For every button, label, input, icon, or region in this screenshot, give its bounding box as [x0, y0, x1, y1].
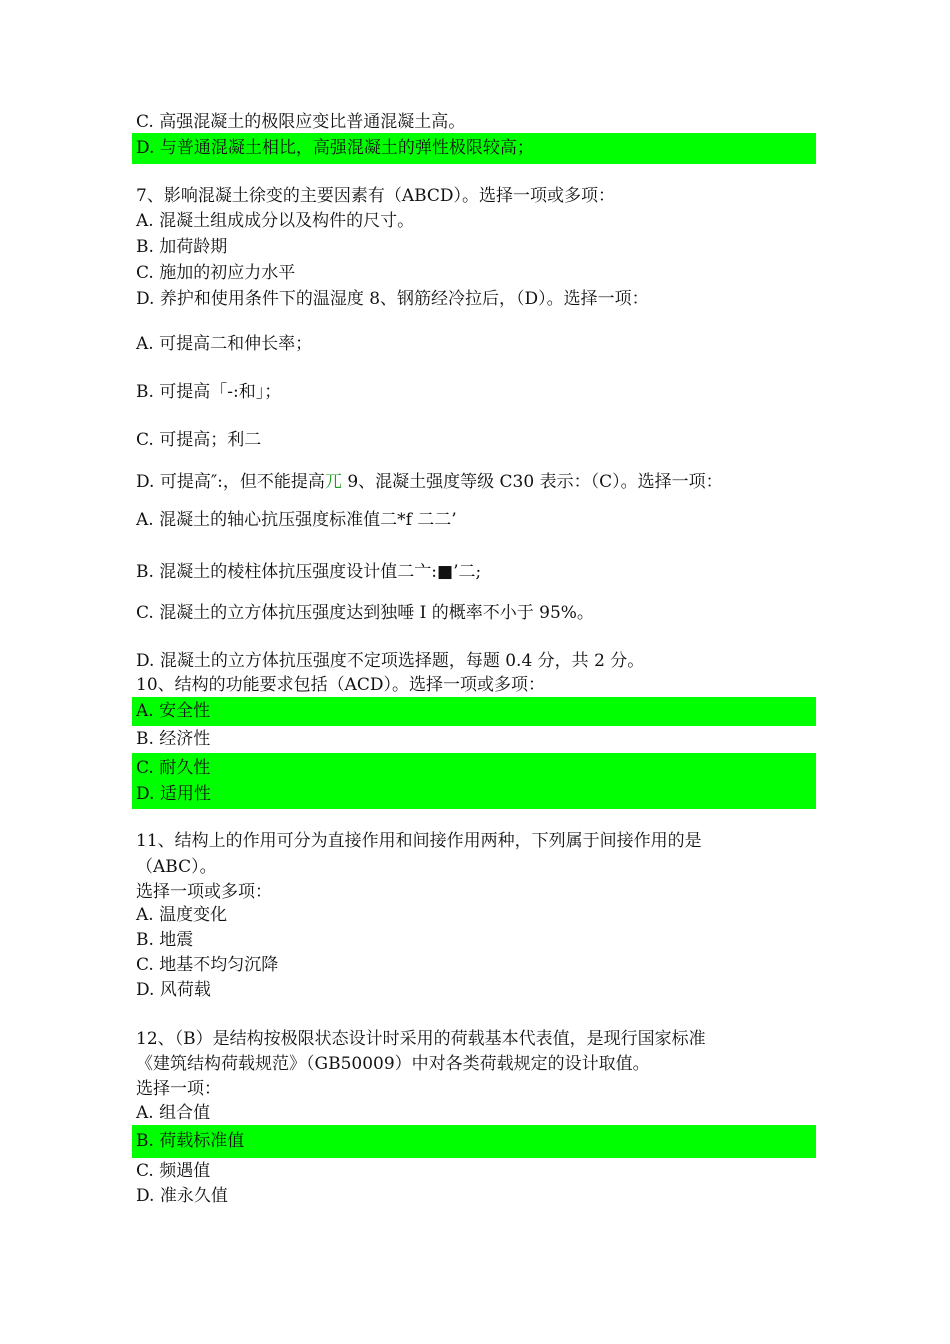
option-d-correct: D. 与普通混凝土相比，高强混凝土的弹性极限较高；: [136, 138, 534, 158]
option-d-question-9: [136, 470, 723, 494]
question-11: 11、结构上的作用可分为直接作用和间接作用两种，下列属于间接作用的是: [136, 831, 702, 851]
option-c: C. 混凝土的立方体抗压强度达到独唾 I 的概率不小于 95%。: [136, 603, 594, 623]
option-a-correct: A. 安全性: [136, 701, 211, 721]
option-a: A. 混凝土组成成分以及构件的尺寸。: [136, 211, 415, 231]
option-b: B. 经济性: [136, 729, 211, 749]
option-d-question-8: D. 养护和使用条件下的温湿度 8、钢筋经冷拉后，（D）。选择一项：: [136, 289, 649, 309]
option-a: A. 可提高二和伸长率；: [136, 334, 313, 354]
question-11-answer: （ABC）。: [136, 857, 217, 877]
question-12-continued: 《建筑结构荷载规范》（GB50009）中对各类荷载规定的设计取值。: [136, 1054, 650, 1074]
option-b-correct: B. 荷载标准值: [136, 1131, 245, 1151]
green-character: 兀: [324, 472, 342, 492]
question-7: 7、影响混凝土徐变的主要因素有（ABCD）。选择一项或多项：: [136, 186, 616, 206]
option-b: B. 可提高「-:和」；: [136, 382, 282, 402]
option-b: B. 地震: [136, 930, 194, 950]
question-10: 10、结构的功能要求包括（ACD）。选择一项或多项：: [136, 675, 546, 695]
question-12: 12、（B）是结构按极限状态设计时采用的荷载基本代表值，是现行国家标准: [136, 1029, 706, 1049]
question-9-text: 9、混凝土强度等级 C30 表示：（C）。选择一项：: [341, 472, 723, 492]
answer-highlight: [132, 697, 816, 726]
option-b: B. 加荷龄期: [136, 237, 228, 257]
option-a: A. 温度变化: [136, 905, 228, 925]
option-c: C. 地基不均匀沉降: [136, 955, 279, 975]
question-11-instruction: 选择一项或多项：: [136, 882, 272, 902]
option-d: D. 风荷载: [136, 980, 211, 1000]
option-d: D. 混凝土的立方体抗压强度不定项选择题，每题 0.4 分，共 2 分。: [136, 651, 645, 671]
option-d-correct: D. 适用性: [136, 784, 211, 804]
option-d-text: D. 可提高″:，但不能提高: [136, 472, 325, 492]
option-a: A. 组合值: [136, 1103, 211, 1123]
option-c: C. 施加的初应力水平: [136, 263, 296, 283]
answer-highlight: [132, 753, 816, 809]
option-b: B. 混凝土的棱柱体抗压强度设计值二亠:■’二;: [136, 562, 482, 582]
option-a: A. 混凝土的轴心抗压强度标准值二*f 二二’: [136, 510, 457, 530]
question-12-instruction: 选择一项：: [136, 1079, 221, 1099]
option-c: C. 可提高；利二: [136, 430, 262, 450]
option-c: C. 频遇值: [136, 1161, 211, 1181]
option-c-correct: C. 耐久性: [136, 758, 211, 778]
option-d: D. 准永久值: [136, 1186, 228, 1206]
option-c: C. 高强混凝土的极限应变比普通混凝土高。: [136, 112, 466, 132]
